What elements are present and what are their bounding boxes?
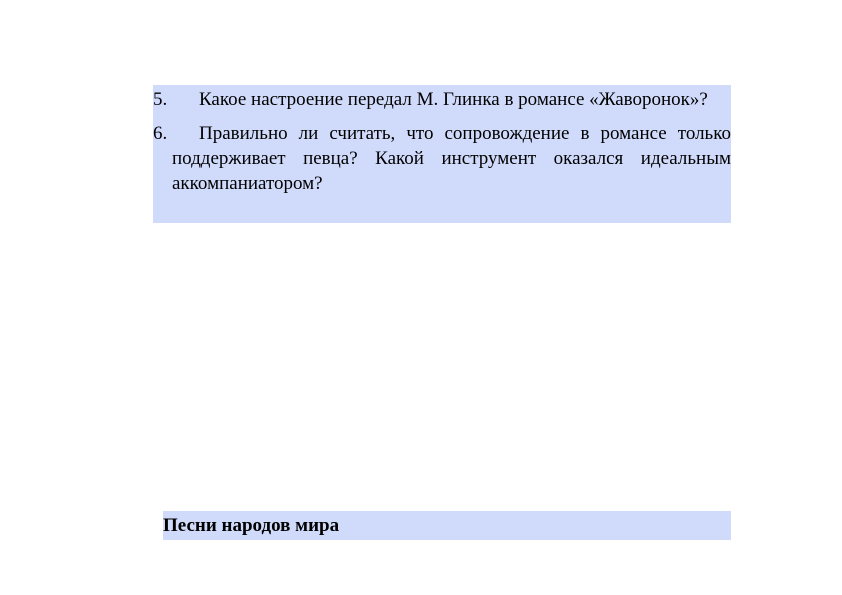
question-text: Правильно ли считать, что сопровождение в романсе только поддерживает певца? Какой инструмент оказался идеальным аккомпаниатором? [172,123,731,194]
section-title-band [163,511,731,540]
question-text: Какое настроение передал М. Глинка в романсе «Жаворонок»? [199,89,708,110]
question-number: 5. [153,89,168,110]
questions-block [153,85,731,223]
question-number: 6. [153,123,168,144]
section-title: Песни народов мира [163,515,340,536]
question-item [153,87,731,112]
question-item [153,121,731,196]
